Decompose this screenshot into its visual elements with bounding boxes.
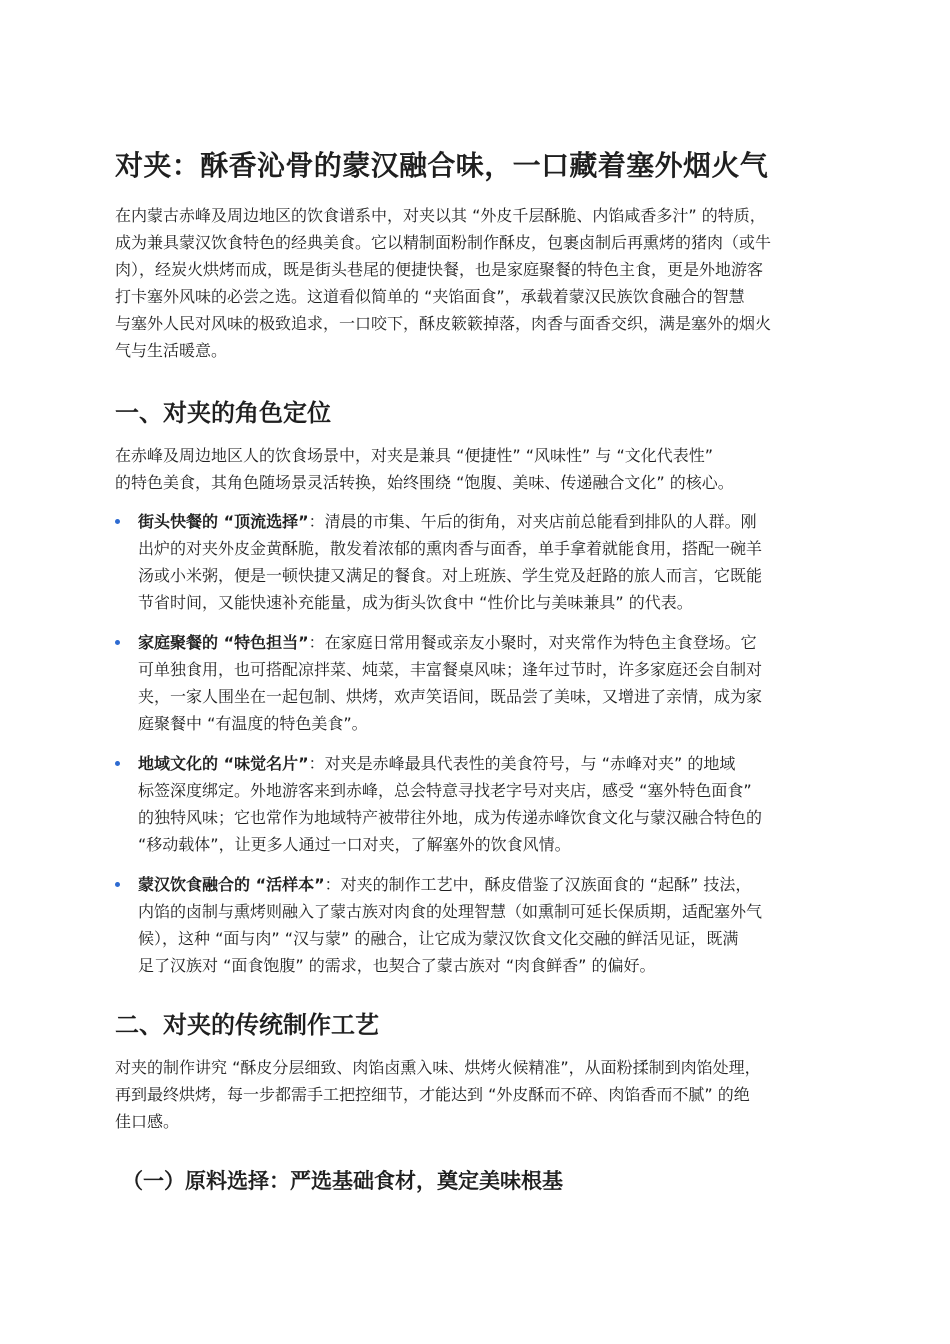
intro-paragraph (115, 202, 840, 364)
bullet-dot-icon (115, 761, 120, 766)
section2-intro-line: 佳口感。 (115, 1112, 180, 1131)
section2-intro (115, 1054, 840, 1135)
page-title: 对夹：酥香沁骨的蒙汉融合味，一口藏着塞外烟火气 (115, 149, 769, 182)
bullet-line: ：在家庭日常用餐或亲友小聚时，对夹常作为特色主食登场。它 (308, 633, 757, 652)
section2-intro-line: 再到最终烘烤，每一步都需手工把控细节，才能达到 “外皮酥而不碎、肉馅香而不腻” 的绝 (115, 1085, 750, 1104)
section1-intro-line: 在赤峰及周边地区人的饮食场景中，对夹是兼具 “便捷性” “风味性” 与 “文化代表性” (115, 446, 714, 465)
bullet-text (138, 750, 840, 858)
bullet-label: 家庭聚餐的 “特色担当” (138, 633, 309, 652)
intro-line: 肉），经炭火烘烤而成，既是街头巷尾的便捷快餐，也是家庭聚餐的特色主食，更是外地游客 (115, 260, 764, 279)
bullet-label: 蒙汉饮食融合的 “活样本” (138, 875, 325, 894)
bullet-text (138, 871, 840, 979)
intro-line: 与塞外人民对风味的极致追求，一口咬下，酥皮簌簌掉落，肉香与面香交织，满是塞外的烟火 (115, 314, 772, 333)
bullet-text (138, 508, 840, 616)
bullet-line: 的独特风味；它也常作为地域特产被带往外地，成为传递赤峰饮食文化与蒙汉融合特色的 (138, 808, 763, 827)
bullet-dot-icon (115, 640, 120, 645)
bullet-line: 可单独食用，也可搭配凉拌菜、炖菜，丰富餐桌风味；逢年过节时，许多家庭还会自制对 (138, 660, 763, 679)
section-heading-role: 一、对夹的角色定位 (115, 399, 331, 427)
intro-line: 气与生活暖意。 (115, 341, 228, 360)
bullet-dot-icon (115, 882, 120, 887)
bullet-text (138, 629, 840, 737)
bullet-line: 内馅的卤制与熏烤则融入了蒙古族对肉食的处理智慧（如熏制可延长保质期，适配塞外气 (138, 902, 763, 921)
bullet-line: 出炉的对夹外皮金黄酥脆，散发着浓郁的熏肉香与面香，单手拿着就能食用，搭配一碗羊 (138, 539, 763, 558)
subheading-ingredients: （一）原料选择：严选基础食材，奠定美味根基 (122, 1169, 563, 1193)
intro-line: 成为兼具蒙汉饮食特色的经典美食。它以精制面粉制作酥皮，包裹卤制后再熏烤的猪肉（或牛 (115, 233, 772, 252)
bullet-label: 地域文化的 “味觉名片” (138, 754, 309, 773)
bullet-line: 标签深度绑定。外地游客来到赤峰，总会特意寻找老字号对夹店，感受 “塞外特色面食” (138, 781, 752, 800)
bullet-line: 候），这种 “面与肉” “汉与蒙” 的融合，让它成为蒙汉饮食文化交融的鲜活见证，既满 (138, 929, 739, 948)
bullet-line: 节省时间，又能快速补充能量，成为街头饮食中 “性价比与美味兼具” 的代表。 (138, 593, 693, 612)
intro-line: 在内蒙古赤峰及周边地区的饮食谱系中，对夹以其 “外皮千层酥脆、内馅咸香多汁” 的特质， (115, 206, 766, 225)
section1-intro-line: 的特色美食，其角色随场景灵活转换，始终围绕 “饱腹、美味、传递融合文化” 的核心。 (115, 473, 734, 492)
section1-intro (115, 442, 840, 496)
bullet-label: 街头快餐的 “顶流选择” (138, 512, 309, 531)
bullet-line: ：清晨的市集、午后的街角，对夹店前总能看到排队的人群。刚 (308, 512, 757, 531)
bullet-line: 汤或小米粥，便是一顿快捷又满足的餐食。对上班族、学生党及赶路的旅人而言，它既能 (138, 566, 763, 585)
section-heading-craft: 二、对夹的传统制作工艺 (115, 1011, 379, 1039)
bullet-line: ：对夹是赤峰最具代表性的美食符号，与 “赤峰对夹” 的地域 (308, 754, 736, 773)
section2-intro-line: 对夹的制作讲究 “酥皮分层细致、肉馅卤熏入味、烘烤火候精准”，从面粉揉制到肉馅处理， (115, 1058, 761, 1077)
bullet-dot-icon (115, 519, 120, 524)
intro-line: 打卡塞外风味的必尝之选。这道看似简单的 “夹馅面食”，承载着蒙汉民族饮食融合的智慧 (115, 287, 745, 306)
bullet-line: 夹，一家人围坐在一起包制、烘烤，欢声笑语间，既品尝了美味，又增进了亲情，成为家 (138, 687, 763, 706)
bullet-line: “移动载体”，让更多人通过一口对夹，了解塞外的饮食风情。 (138, 835, 571, 854)
bullet-line: 足了汉族对 “面食饱腹” 的需求，也契合了蒙古族对 “肉食鲜香” 的偏好。 (138, 956, 656, 975)
bullet-line: 庭聚餐中 “有温度的特色美食”。 (138, 714, 368, 733)
bullet-line: ：对夹的制作工艺中，酥皮借鉴了汉族面食的 “起酥” 技法， (324, 875, 752, 894)
